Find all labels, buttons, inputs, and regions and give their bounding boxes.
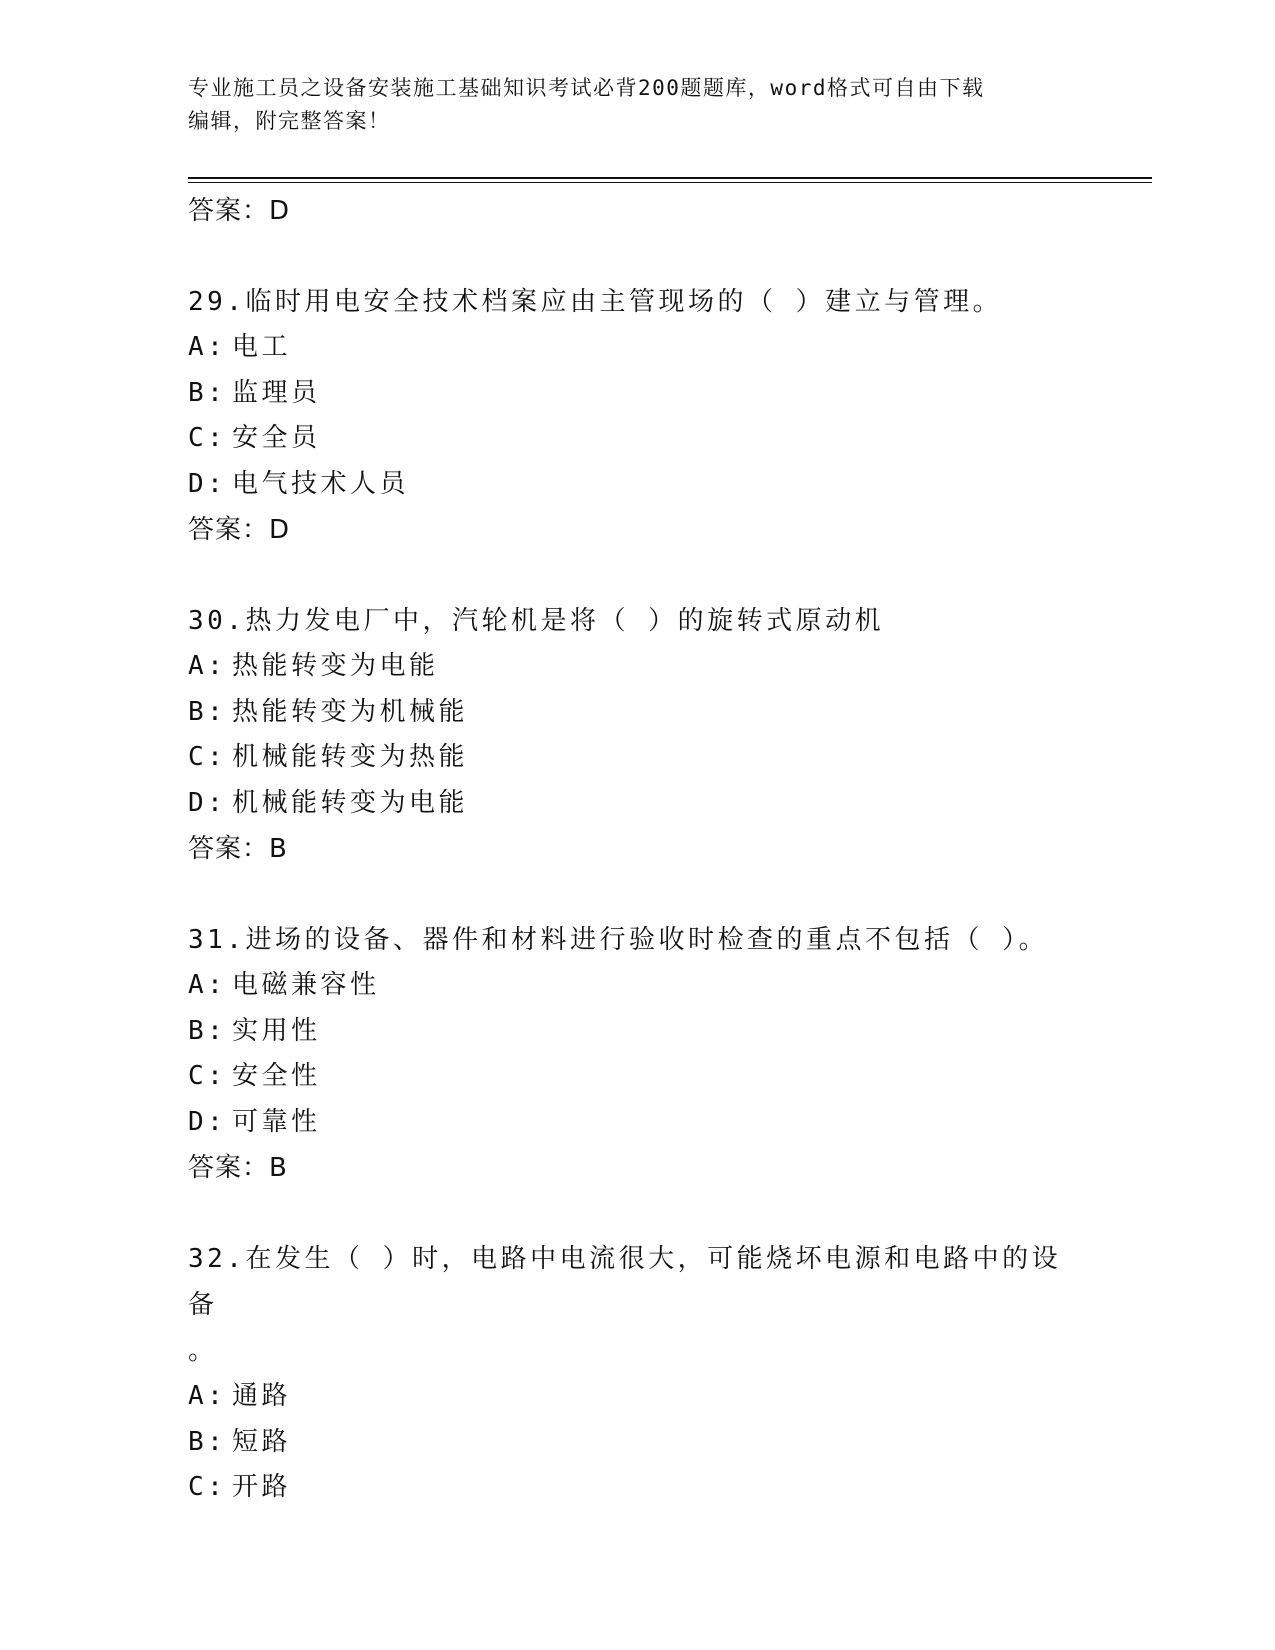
option-c (188, 1054, 1088, 1100)
option-letter: B: (188, 1015, 227, 1046)
option-c (188, 1465, 1088, 1511)
option-text: 电工 (232, 332, 292, 362)
option-a (188, 1374, 1088, 1420)
option-d (188, 462, 1088, 508)
option-text: 热能转变为机械能 (232, 696, 469, 727)
option-text: 热能转变为电能 (232, 651, 439, 681)
question-text: 29.临时用电安全技术档案应由主管现场的（ ）建立与管理。 (188, 287, 1003, 317)
option-letter: C: (188, 1061, 227, 1091)
answer-line: 答案：B (188, 834, 288, 864)
question-text: 30.热力发电厂中，汽轮机是将（ ）的旋转式原动机 (188, 606, 885, 636)
option-text: 安全员 (232, 423, 321, 453)
answer-line: 答案：D (188, 515, 291, 545)
option-c (188, 416, 1088, 462)
option-letter: D: (188, 468, 227, 499)
option-text: 机械能转变为热能 (232, 742, 469, 772)
page-header (188, 72, 1068, 138)
option-text: 短路 (232, 1426, 292, 1457)
header-rule (188, 177, 1152, 179)
question-list (188, 188, 1088, 1511)
option-a (188, 644, 1088, 690)
option-a (188, 963, 1088, 1009)
option-d (188, 1100, 1088, 1146)
answer-28: 答案：D (188, 196, 291, 226)
option-letter: D: (188, 1106, 227, 1137)
option-letter: C: (188, 423, 227, 453)
option-b (188, 690, 1088, 736)
option-letter: A: (188, 651, 227, 681)
header-line-2: 编辑，附完整答案！ (188, 109, 391, 133)
option-letter: A: (188, 970, 227, 1000)
option-text: 监理员 (232, 377, 321, 408)
option-text: 实用性 (232, 1015, 321, 1046)
option-text: 通路 (232, 1381, 292, 1411)
question-block (188, 1236, 1088, 1511)
question-block (188, 598, 1088, 872)
option-text: 开路 (232, 1472, 292, 1502)
option-text: 安全性 (232, 1061, 321, 1091)
question-text: 32.在发生（ ）时，电路中电流很大，可能烧坏电源和电路中的设备 。 (188, 1244, 1062, 1366)
answer-line: 答案：B (188, 1153, 288, 1183)
option-letter: C: (188, 742, 227, 772)
option-letter: B: (188, 1426, 227, 1457)
option-b (188, 371, 1088, 417)
question-text: 31.进场的设备、器件和材料进行验收时检查的重点不包括（ ）。 (188, 925, 1049, 955)
header-rule-thin (188, 182, 1152, 183)
option-b (188, 1420, 1088, 1466)
option-letter: C: (188, 1472, 227, 1502)
option-text: 电磁兼容性 (232, 970, 380, 1000)
option-letter: B: (188, 377, 227, 408)
option-a (188, 325, 1088, 371)
option-text: 电气技术人员 (232, 468, 410, 499)
header-line-1: 专业施工员之设备安装施工基础知识考试必背200题题库，word格式可自由下载 (188, 76, 985, 100)
question-block (188, 917, 1088, 1191)
option-c (188, 735, 1088, 781)
option-letter: B: (188, 696, 227, 727)
option-letter: D: (188, 787, 227, 818)
question-block (188, 279, 1088, 553)
option-text: 机械能转变为电能 (232, 787, 469, 818)
option-b (188, 1009, 1088, 1055)
option-letter: A: (188, 332, 227, 362)
option-text: 可靠性 (232, 1106, 321, 1137)
option-letter: A: (188, 1381, 227, 1411)
option-d (188, 781, 1088, 827)
